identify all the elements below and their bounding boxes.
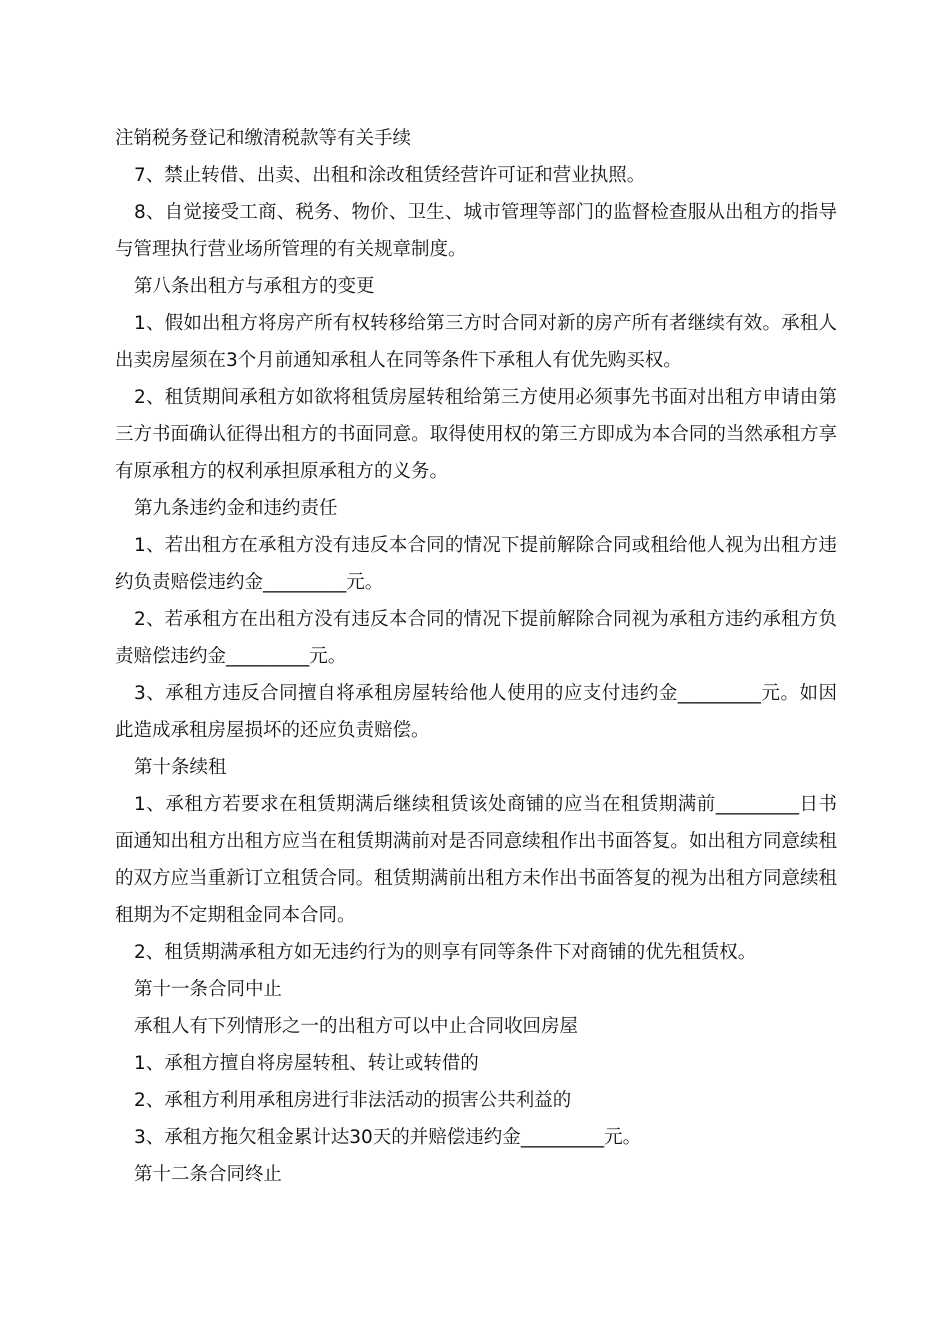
section-heading: 第八条出租方与承租方的变更 <box>134 276 375 297</box>
paragraph: 1、假如出租方将房产所有权转移给第三方时合同对新的房产所有者继续有效。承租人出卖房屋须在3个月前通知承租人在同等条件下承租人有优先购买权。 <box>115 313 837 371</box>
paragraph: 2、租赁期间承租方如欲将租赁房屋转租给第三方使用必须事先书面对出租方申请由第三方书面确认征得出租方的书面同意。取得使用权的第三方即成为本合同的当然承租方享有原承租方的权利承担原承租方的义务。 <box>115 387 837 482</box>
paragraph: 2、若承租方在出租方没有违反本合同的情况下提前解除合同视为承租方违约承租方负责赔偿违约金_________元。 <box>115 609 837 667</box>
section-heading: 第九条违约金和违约责任 <box>134 498 338 519</box>
document-body <box>115 120 837 1193</box>
paragraph: 承租人有下列情形之一的出租方可以中止合同收回房屋 <box>134 1016 579 1037</box>
paragraph: 2、承租方利用承租房进行非法活动的损害公共利益的 <box>134 1090 572 1111</box>
paragraph: 3、承租方拖欠租金累计达30天的并赔偿违约金_________元。 <box>134 1127 642 1148</box>
section-heading: 第十条续租 <box>134 757 227 778</box>
paragraph: 注销税务登记和缴清税款等有关手续 <box>115 128 412 149</box>
paragraph: 2、租赁期满承租方如无违约行为的则享有同等条件下对商铺的优先租赁权。 <box>134 942 757 963</box>
paragraph: 8、自觉接受工商、税务、物价、卫生、城市管理等部门的监督检查服从出租方的指导与管理执行营业场所管理的有关规章制度。 <box>115 202 837 260</box>
section-heading: 第十二条合同终止 <box>134 1164 283 1185</box>
section-heading: 第十一条合同中止 <box>134 979 283 1000</box>
paragraph: 7、禁止转借、出卖、出租和涂改租赁经营许可证和营业执照。 <box>134 165 646 186</box>
paragraph: 3、承租方违反合同擅自将承租房屋转给他人使用的应支付违约金_________元。如因此造成承租房屋损坏的还应负责赔偿。 <box>115 683 837 741</box>
paragraph: 1、承租方擅自将房屋转租、转让或转借的 <box>134 1053 479 1074</box>
paragraph: 1、承租方若要求在租赁期满后继续租赁该处商铺的应当在租赁期满前_________日书面通知出租方出租方应当在租赁期满前对是否同意续租作出书面答复。如出租方同意续租的双方应当重新订立租赁合同。租赁期满前出租方未作出书面答复的视为出租方同意续租租期为不定期租金同本合同。 <box>115 794 837 926</box>
paragraph: 1、若出租方在承租方没有违反本合同的情况下提前解除合同或租给他人视为出租方违约负责赔偿违约金_________元。 <box>115 535 837 593</box>
